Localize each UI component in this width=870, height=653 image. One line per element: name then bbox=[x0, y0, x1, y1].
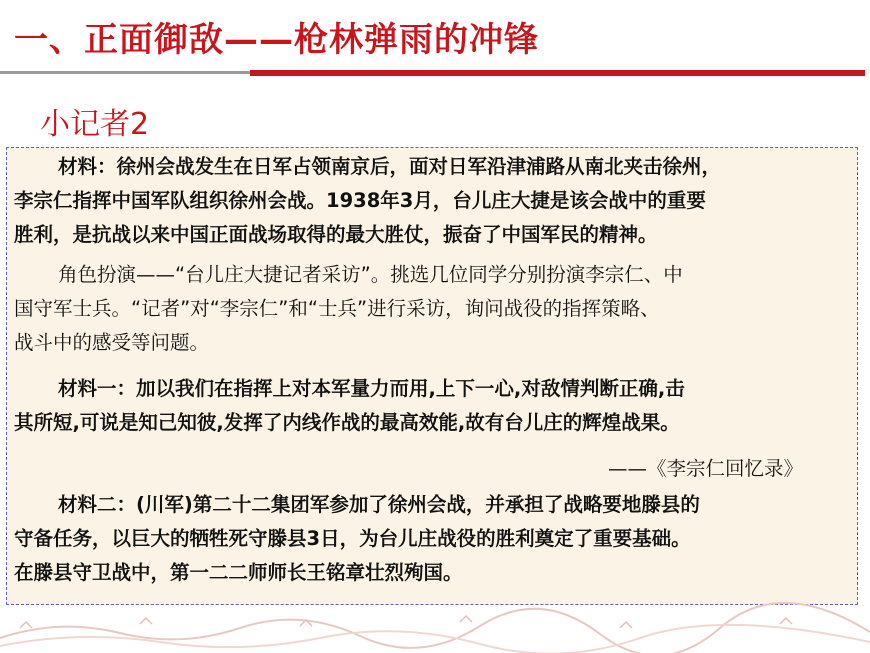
text-line: 国守军士兵。“记者”对“李宗仁”和“士兵”进行采访，询问战役的指挥策略、 bbox=[14, 297, 660, 320]
paragraph-material-intro bbox=[14, 150, 721, 252]
text-line: 材料二：(川军)第二十二集团军参加了徐州会战，并承担了战略要地滕县的 bbox=[58, 493, 700, 516]
great-wall-decoration bbox=[0, 598, 870, 653]
paragraph-role-play bbox=[14, 258, 683, 360]
text-line: 战斗中的感受等问题。 bbox=[14, 331, 210, 354]
text-line: 材料一：加以我们在指挥上对本军量力而用,上下一心,对敌情判断正确,击 bbox=[58, 377, 685, 400]
quote-source: ——《李宗仁回忆录》 bbox=[608, 457, 804, 480]
text-line: 在滕县守卫战中，第一二二师师长王铭章壮烈殉国。 bbox=[14, 561, 463, 584]
slide-subtitle: 小记者2 bbox=[40, 107, 150, 142]
slide-title: 一、正面御敌——枪林弹雨的冲锋 bbox=[14, 20, 539, 60]
paragraph-material-one bbox=[14, 372, 685, 440]
text-line: 守备任务，以巨大的牺牲死守滕县3日，为台儿庄战役的胜利奠定了重要基础。 bbox=[14, 527, 691, 550]
text-line: 其所短,可说是知己知彼,发挥了内线作战的最高效能,故有台儿庄的辉煌战果。 bbox=[14, 411, 680, 434]
text-line: 李宗仁指挥中国军队组织徐州会战。1938年3月，台儿庄大捷是该会战中的重要 bbox=[14, 189, 706, 212]
title-divider-red bbox=[250, 70, 865, 76]
paragraph-material-two bbox=[14, 488, 700, 590]
title-divider-grey bbox=[0, 71, 250, 74]
text-line: 角色扮演——“台儿庄大捷记者采访”。挑选几位同学分别扮演李宗仁、中 bbox=[58, 263, 683, 286]
text-line: 胜利，是抗战以来中国正面战场取得的最大胜仗，振奋了中国军民的精神。 bbox=[14, 223, 658, 246]
text-line: 材料：徐州会战发生在日军占领南京后，面对日军沿津浦路从南北夹击徐州， bbox=[58, 155, 722, 178]
